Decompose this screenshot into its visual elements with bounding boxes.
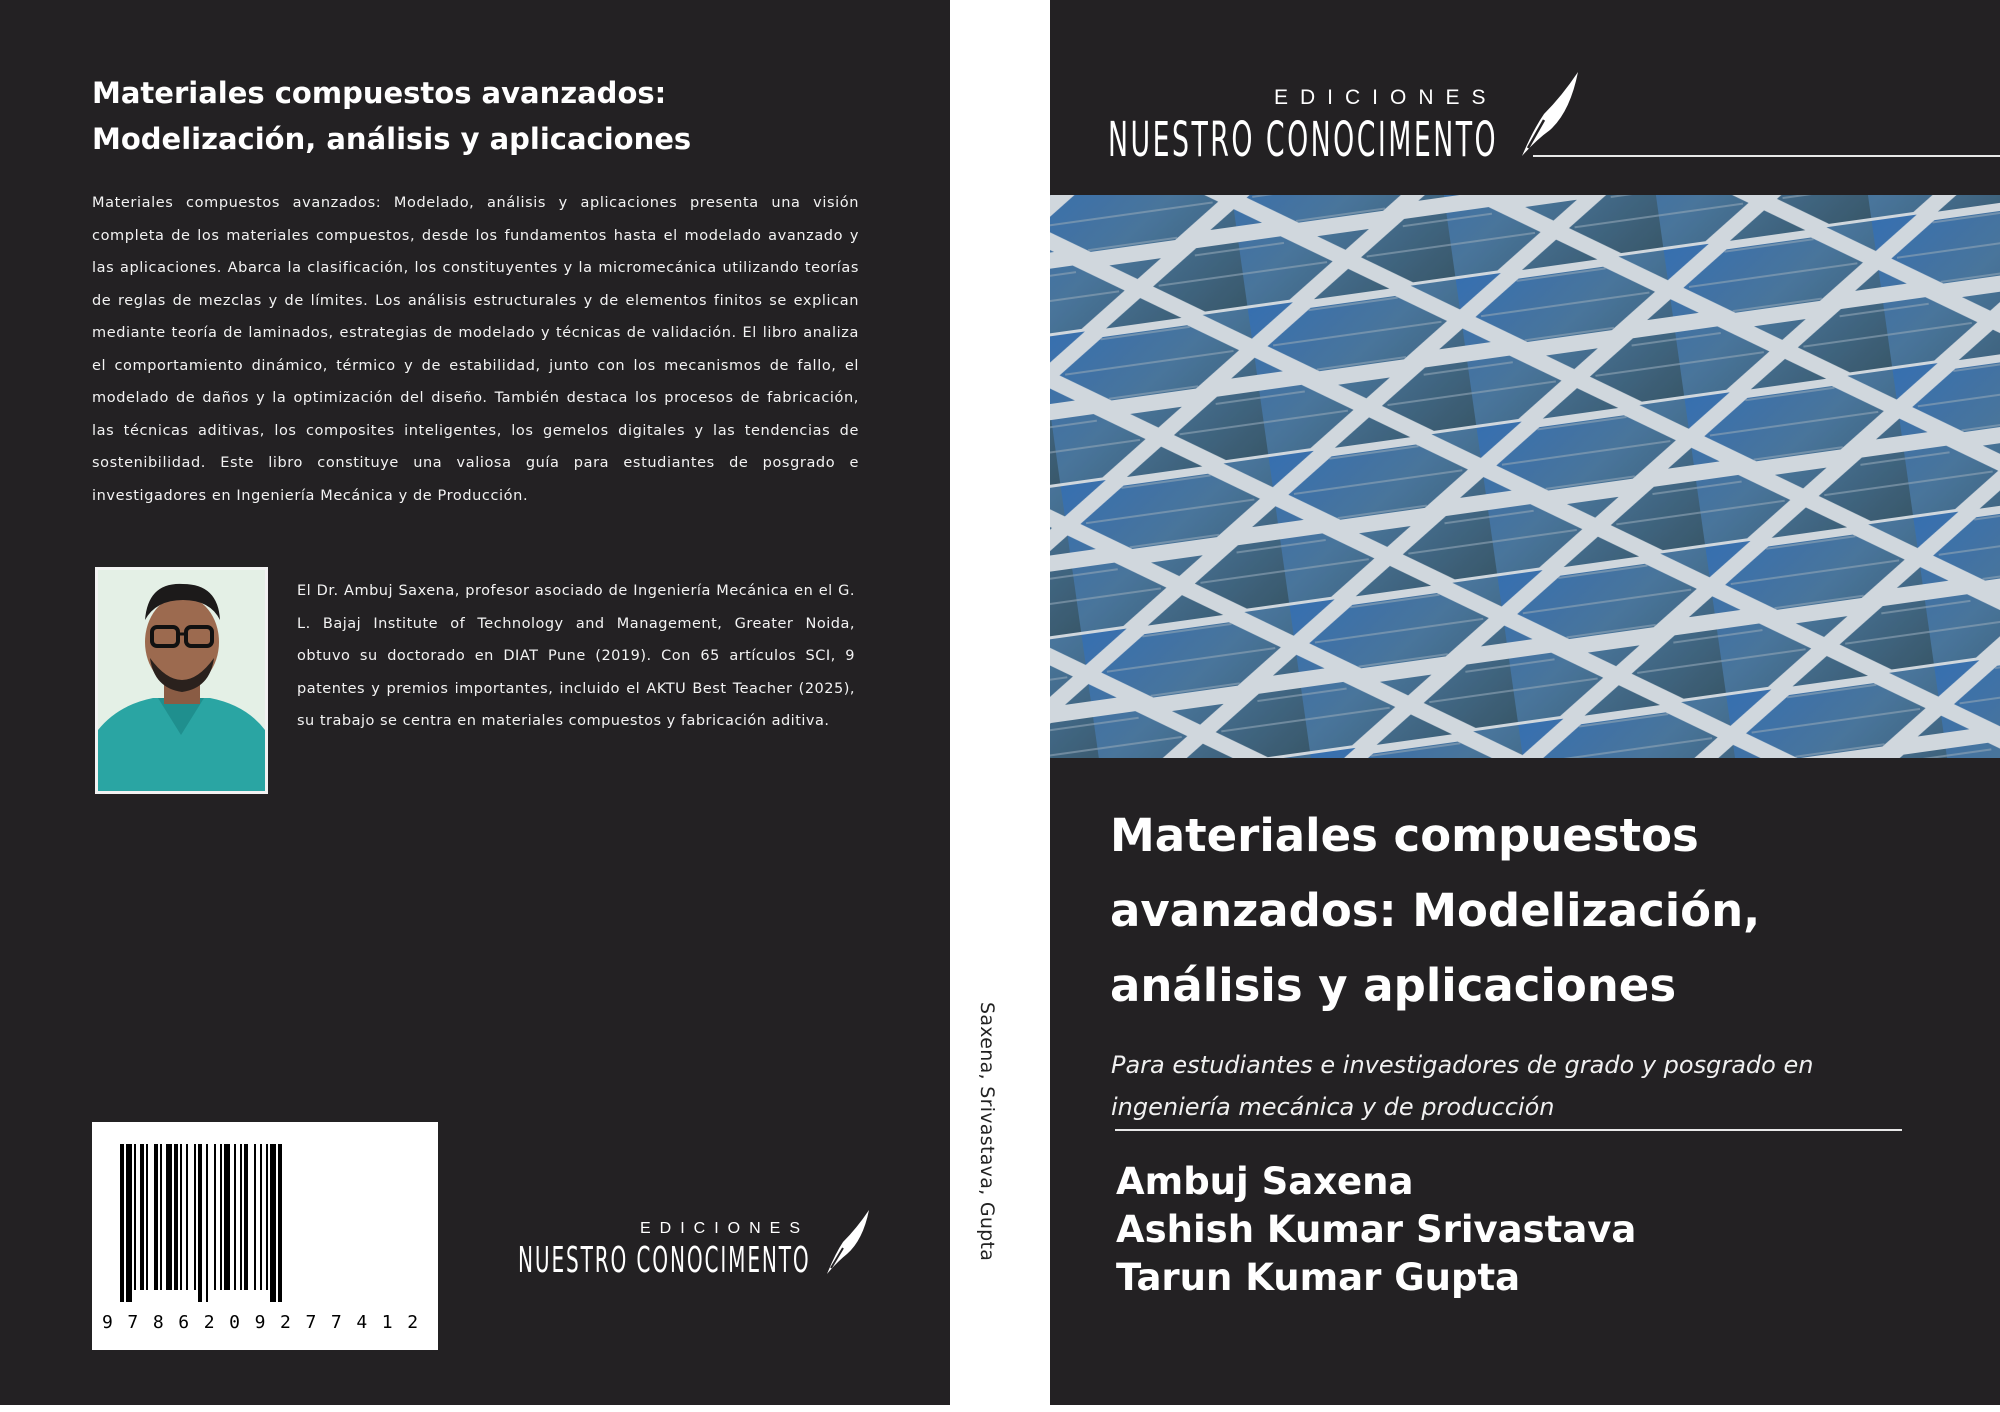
book-description: Materiales compuestos avanzados: Modelado, análisis y aplicaciones presenta una visión completa de los materiales compuestos, desde los fundamentos hasta el modelado avanzado y las aplicaciones. Abarca la clasificación, los constituyentes y la micromecánica utilizando teorías de reglas de mezclas y de límites. Los análisis estructurales y de elementos finitos se explican mediante teoría de laminados, estrategias de modelado y técnicas de validación. El libro analiza el comportamiento dinámico, térmico y de estabilidad, junto con los mecanismos de fallo, el modelado de daños y la optimización del diseño. También destaca los procesos de fabricación, las técnicas aditivas, los composites inteligentes, los gemelos digitales y las tendencias de sostenibilidad. Este libro constituye una valiosa guía para estudiantes de posgrado e investigadores en Ingeniería Mecánica y de Producción. [92,195,859,504]
book-spine [950,0,1050,1412]
barcode-bar [160,1144,162,1290]
front-publisher-logo [1108,86,1548,166]
barcode-bar [254,1144,256,1290]
front-cover-subtitle [1111,1044,1911,1128]
barcode-bar [126,1144,132,1302]
front-title-line-1: Materiales compuestos [1110,809,1699,862]
back-cover [0,0,950,1412]
barcode-bar [224,1144,230,1290]
front-logo-top-text: EDICIONES [1274,86,1498,109]
author-list [1116,1158,1636,1302]
barcode-bar [186,1144,188,1290]
front-title-line-2: avanzados: Modelización, [1110,884,1761,937]
barcode-bar [220,1144,222,1290]
front-cover-title [1110,798,1960,1023]
barcode-bars [112,1144,418,1302]
barcode-bar [198,1144,202,1302]
front-cover [1050,0,2000,1412]
back-title-line-1: Materiales compuestos avanzados: [92,76,667,110]
barcode-bar [278,1144,282,1302]
subtitle-line-2: ingeniería mecánica y de producción [1111,1093,1555,1121]
cover-photo-image [1050,195,2000,758]
author-name: Ambuj Saxena [1116,1160,1414,1203]
back-logo-top-text: EDICIONES [640,1220,810,1237]
barcode-bar [194,1144,196,1290]
barcode-bar [134,1144,136,1290]
barcode-bar [154,1144,158,1290]
subtitle-line-1: Para estudiantes e investigadores de grado y posgrado en [1111,1051,1814,1079]
back-title-line-2: Modelización, análisis y aplicaciones [92,122,692,156]
back-pen-nib-icon [823,1208,873,1280]
barcode-bar [120,1144,124,1302]
barcode-bar [166,1144,172,1290]
barcode-bar [180,1144,182,1290]
barcode-bar [240,1144,242,1290]
front-title-line-3: análisis y aplicaciones [1110,959,1677,1012]
barcode-bar [266,1144,268,1290]
back-logo-bottom-text: NUESTRO CONOCIMENTO [518,1240,811,1281]
subtitle-rule [1115,1129,1902,1131]
isbn-number: 9786209277412 [102,1312,433,1333]
barcode-bar [260,1144,262,1290]
cover-photo-glass-facade [1050,195,2000,758]
author-photo [95,567,268,794]
back-cover-title [92,70,792,162]
author-portrait-image [98,570,265,791]
barcode-bar [244,1144,248,1290]
barcode-bar [214,1144,216,1290]
author-bio: El Dr. Ambuj Saxena, profesor asociado de Ingeniería Mecánica en el G. L. Bajaj Institute of Technology and Management, Greater Noida, obtuvo su doctorado en DIAT Pune (2019). Con 65 artículos SCI, 9 patentes y premios importantes, incluido el AKTU Best Teacher (2025), su trabajo se centra en materiales compuestos y fabricación aditiva. [297,583,855,729]
spine-authors: Saxena, Srivastava, Gupta [976,1002,998,1262]
front-pen-nib-icon [1518,70,1582,162]
page-bottom-margin [0,1405,2000,1412]
author-name: Ashish Kumar Srivastava [1116,1208,1637,1251]
barcode-bar [140,1144,144,1290]
isbn-barcode [92,1122,438,1350]
header-rule [1533,155,2000,157]
back-publisher-logo [518,1216,878,1296]
barcode-bar [234,1144,236,1290]
barcode-bar [146,1144,148,1290]
front-logo-bottom-text: NUESTRO CONOCIMENTO [1108,112,1499,168]
barcode-bar [174,1144,178,1290]
author-name: Tarun Kumar Gupta [1116,1256,1521,1299]
barcode-bar [270,1144,276,1302]
barcode-bar [206,1144,208,1302]
